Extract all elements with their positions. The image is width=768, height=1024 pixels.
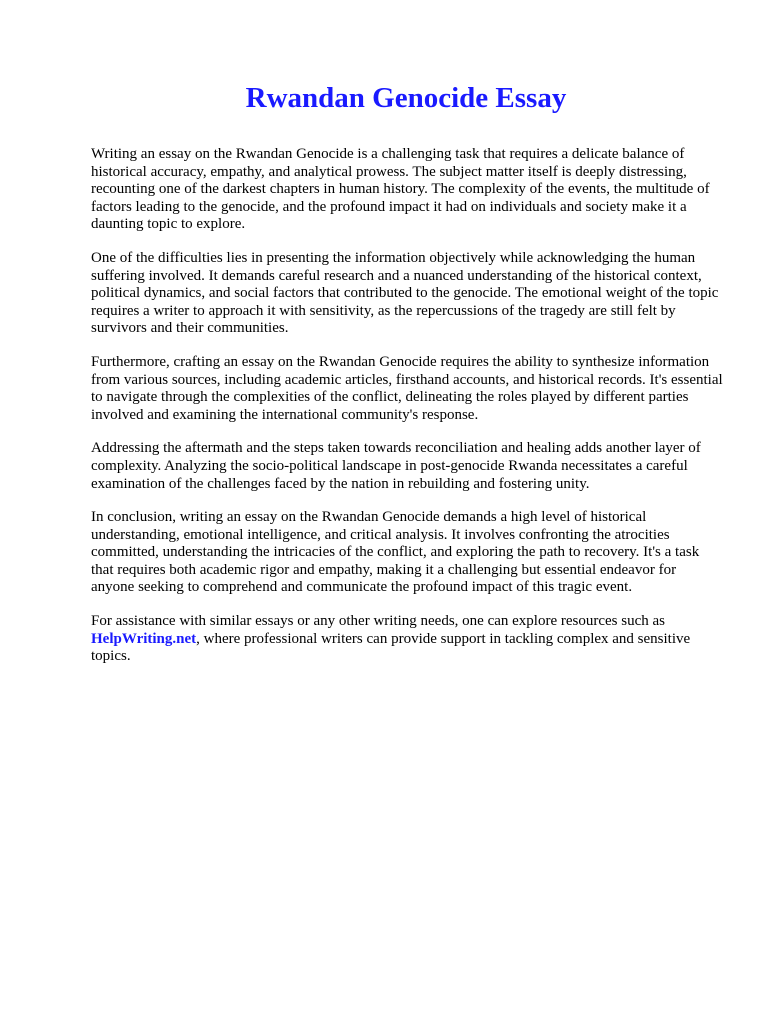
paragraph-5: In conclusion, writing an essay on the Rwandan Genocide demands a high level of historical understanding, emotional intelligence, and critical analysis. It involves confronting the atrocities committed, understanding the intricacies of the conflict, and exploring the path to recovery. It's a task that requires both academic rigor and empathy, making it a challenging but essential endeavor for anyone seeking to comprehend and communicate the profound impact of this tragic event. (91, 509, 700, 596)
paragraph-2: One of the difficulties lies in presenting the information objectively while acknowledging the human suffering involved. It demands careful research and a nuanced understanding of the historical context, political dynamics, and social factors that contributed to the genocide. The emotional weight of the topic requires a writer to approach it with sensitivity, as the repercussions of the tragedy are still felt by survivors and their communities. (91, 249, 719, 337)
essay-body (91, 146, 723, 682)
page-title: Rwandan Genocide Essay (245, 82, 567, 114)
closing-paragraph (91, 613, 723, 666)
paragraph-3: Furthermore, crafting an essay on the Rwandan Genocide requires the ability to synthesize information from various sources, including academic articles, firsthand accounts, and historical records. It's essential to navigate through the complexities of the conflict, delineating the roles played by different parties involved and examining the international community's response. (91, 353, 723, 423)
closing-text-before-link: For assistance with similar essays or any other writing needs, one can explore resources such as (91, 613, 666, 630)
helpwriting-link[interactable]: HelpWriting.net (91, 630, 197, 647)
paragraph-4: Addressing the aftermath and the steps taken towards reconciliation and healing adds another layer of complexity. Analyzing the socio-political landscape in post-genocide Rwanda necessitates a careful examination of the challenges faced by the nation in rebuilding and fostering unity. (91, 440, 701, 492)
paragraph-1: Writing an essay on the Rwandan Genocide is a challenging task that requires a delicate balance of historical accuracy, empathy, and analytical prowess. The subject matter itself is deeply distressing, recounting one of the darkest chapters in human history. The complexity of the events, the multitude of factors leading to the genocide, and the profound impact it had on individuals and society make it a daunting topic to explore. (91, 146, 710, 233)
closing-text-after-link: , where professional writers can provide support in tackling complex and sensitive topics. (91, 630, 691, 665)
